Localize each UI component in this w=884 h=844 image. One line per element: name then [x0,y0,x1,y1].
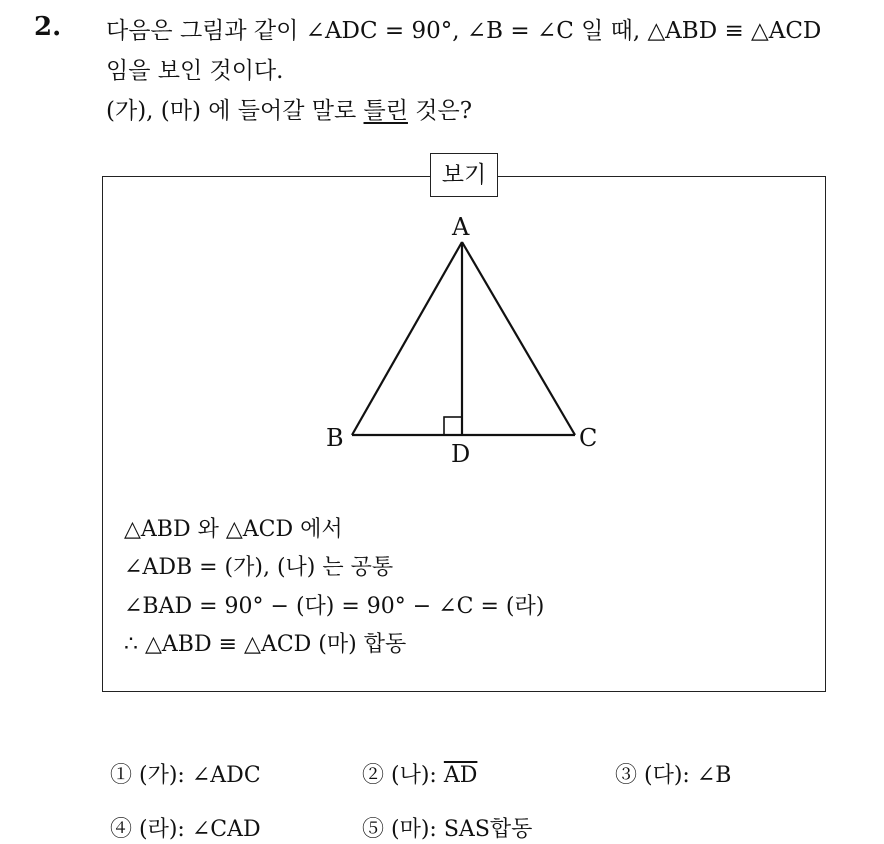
proof-line-1: △ABD 와 △ACD 에서 [124,517,343,542]
choice-marker: ④ [110,817,133,842]
choice-value: ∠B [696,763,732,788]
choice-label: (마): [391,817,437,842]
choice-label: (나): [391,763,437,788]
question-line-3-before: (가), (마) 에 들어갈 말로 [106,98,364,124]
choice-3[interactable] [615,758,731,789]
label-b: B [326,424,344,452]
proof-line-4: ∴ △ABD ≡ △ACD (마) 합동 [124,632,407,657]
question-underlined-word: 틀린 [363,98,408,124]
example-box-title: 보기 [430,153,498,197]
label-c: C [579,424,598,452]
choice-label: (다): [644,763,690,788]
right-angle-mark [444,417,462,435]
proof-line-3: ∠BAD = 90° − (다) = 90° − ∠C = (라) [124,594,545,619]
choice-5[interactable] [362,812,532,843]
choice-value: ∠CAD [191,817,261,842]
question-number: 2. [34,12,62,42]
choice-4[interactable] [110,812,261,843]
choice-marker: ① [110,763,133,788]
label-a: A [452,213,470,241]
side-ab [352,242,462,435]
choice-2[interactable] [362,758,477,789]
choice-value: $\overline{AD}$ [443,763,478,788]
choice-label: (가): [139,763,185,788]
choice-value: ∠ADC [191,763,261,788]
choice-marker: ③ [615,763,638,788]
choice-label: (라): [139,817,185,842]
choice-value: SAS합동 [443,817,533,842]
question-line-2: 임을 보인 것이다. [106,58,284,84]
choice-marker: ② [362,763,385,788]
question-line-3-after: 것은? [407,98,473,124]
proof-line-2: ∠ADB = (가), (나) 는 공통 [124,555,394,580]
label-d: D [451,440,471,468]
side-ac [462,242,575,435]
question-line-1: 다음은 그림과 같이 ∠ADC = 90°, ∠B = ∠C 일 때, △ABD ≡ △ACD [106,18,822,44]
choice-1[interactable] [110,758,261,789]
choice-marker: ⑤ [362,817,385,842]
